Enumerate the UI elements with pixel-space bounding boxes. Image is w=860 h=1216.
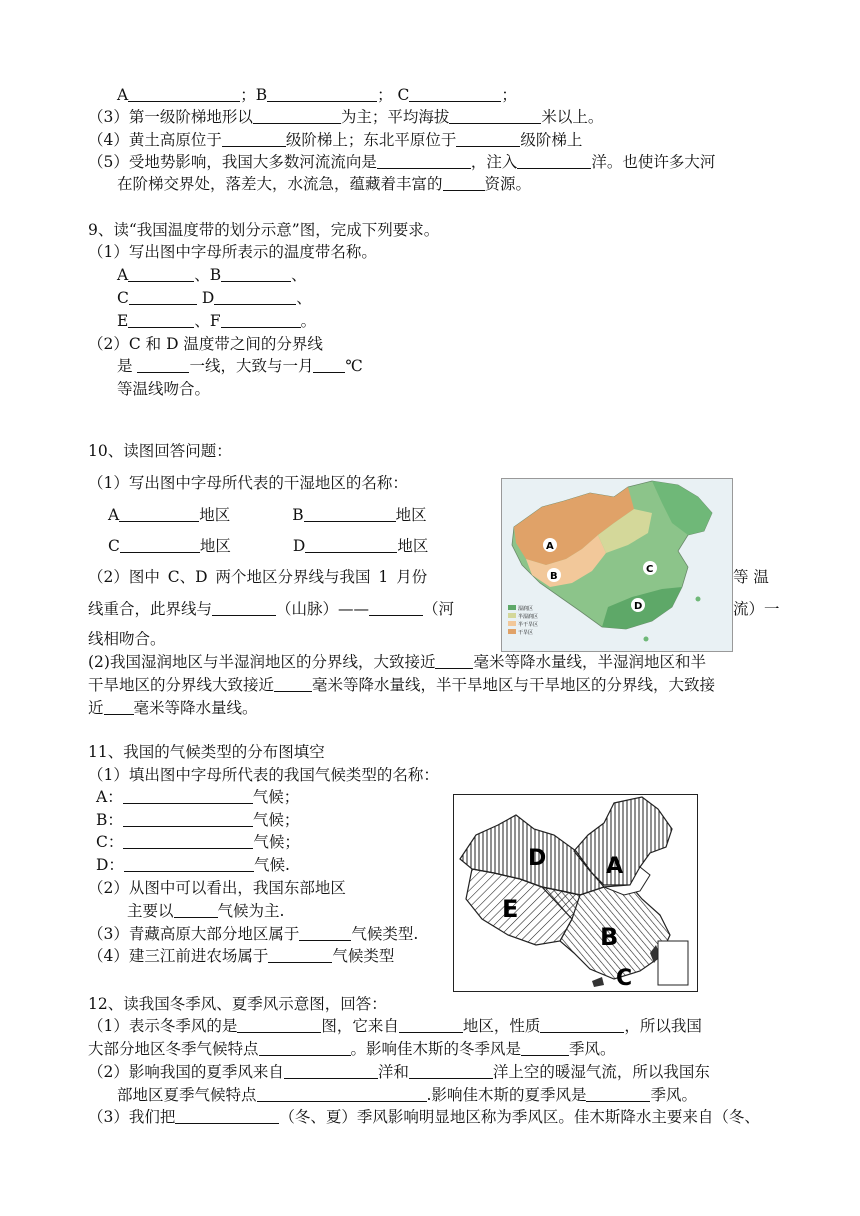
legend-item: 半湿润区 — [518, 614, 539, 620]
blank-b[interactable] — [267, 86, 377, 102]
blank-jiamusi-winter[interactable] — [521, 1040, 569, 1056]
q12-sub3: （3）我们把 （冬、夏）季风影响明显地区称为季风区。佳木斯降水主要来自（冬、 — [88, 1108, 760, 1126]
blank-farm-climate[interactable] — [268, 947, 332, 963]
q8-sub3: （3）第一级阶梯地形以 为主；平均海拔 米以上。 — [88, 108, 604, 126]
q8-abc-line: A ；B ； C ； — [117, 86, 517, 104]
q10-sub3-line3: 近 毫米等降水量线。 — [88, 699, 258, 717]
q10-sub3-line2: 干旱地区的分界线大致接近 毫米等降水量线，半干旱地区与干旱地区的分界线，大致接 — [88, 676, 716, 694]
q12-title: 12、读我国冬季风、夏季风示意图，回答： — [88, 995, 387, 1013]
blank-c[interactable] — [120, 537, 200, 553]
blank-a[interactable] — [119, 506, 199, 522]
blank-temp[interactable] — [313, 357, 345, 373]
blank-east-climate[interactable] — [174, 902, 218, 918]
blank-a[interactable] — [128, 86, 240, 102]
q11-title: 11、我国的气候类型的分布图填空 — [88, 743, 325, 761]
blank-d[interactable] — [305, 537, 397, 553]
blank-b[interactable] — [123, 811, 253, 827]
region-label-e: E — [502, 895, 519, 923]
blank-winter-source[interactable] — [399, 1017, 463, 1033]
blank-a[interactable] — [123, 788, 253, 804]
blank-loess-step[interactable] — [222, 131, 286, 147]
blank-a[interactable] — [128, 266, 194, 282]
blank-e[interactable] — [128, 312, 194, 328]
region-label-d: D — [634, 601, 643, 612]
q12-sub1-line2: 大部分地区冬季气候特点 。影响佳木斯的冬季风是 季风。 — [88, 1040, 616, 1058]
blank-winter-nature[interactable] — [540, 1017, 624, 1033]
blank-b[interactable] — [221, 266, 291, 282]
q10-sub2-line2-right: 流）一 — [733, 600, 780, 618]
blank-mm-2[interactable] — [274, 676, 312, 692]
q10-sub3: (2)我国湿润地区与半湿润地区的分界线，大致接近 毫米等降水量线，半湿润地区和半 — [88, 653, 706, 671]
blank-monsoon-season[interactable] — [175, 1108, 279, 1124]
blank-resource[interactable] — [443, 175, 485, 191]
region-label-d: D — [528, 846, 547, 871]
blank-c[interactable] — [409, 86, 501, 102]
blank-d[interactable] — [124, 856, 254, 872]
q11-row-b: B： 气候； — [96, 811, 300, 829]
q8-sub5: （5）受地势影响，我国大多数河流流向是 ，注入 洋。也使许多大河 — [88, 153, 716, 171]
q11-row-c: C： 气候； — [96, 833, 300, 851]
region-label-b: B — [600, 923, 619, 951]
climate-types-map — [453, 794, 698, 992]
region-label-c: C — [646, 564, 654, 575]
q11-sub2-line2: 主要以 气候为主. — [127, 902, 285, 920]
q9-sub1: （1）写出图中字母所表示的温度带名称。 — [88, 243, 377, 261]
region-label-b: B — [550, 571, 558, 582]
blank-boundary[interactable] — [137, 357, 189, 373]
q8-sub4: （4）黄土高原位于 级阶梯上；东北平原位于 级阶梯上 — [88, 131, 583, 149]
region-label-a: A — [546, 541, 554, 552]
q11-sub2: （2）从图中可以看出，我国东部地区 — [88, 879, 346, 897]
blank-mm-1[interactable] — [435, 653, 473, 669]
q9-row-ef: E 、F 。 — [117, 312, 317, 330]
dry-wet-regions-map — [501, 478, 733, 652]
q10-sub2: （2）图中 C、D 两个地区分界线与我国 1 月份 — [88, 568, 428, 586]
q11-sub4: （4）建三江前进农场属于 气候类型 — [88, 947, 395, 965]
legend-item: 干旱区 — [518, 630, 534, 636]
q8-sub5-line2: 在阶梯交界处，落差大，水流急，蕴藏着丰富的 资源。 — [117, 175, 532, 193]
legend-item: 湿润区 — [518, 606, 534, 612]
blank-b[interactable] — [304, 506, 396, 522]
q9-sub2-line2: 是 一线，大致与一月 ℃ — [117, 357, 363, 375]
q12-sub2-line2: 部地区夏季气候特点 .影响佳木斯的夏季风是 季风。 — [117, 1086, 697, 1104]
q12-sub1: （1）表示冬季风的是 图，它来自 地区，性质 ，所以我国 — [88, 1017, 702, 1035]
blank-ocean[interactable] — [517, 153, 591, 169]
blank-tibet-climate[interactable] — [299, 925, 351, 941]
blank-flow-dir[interactable] — [377, 153, 471, 169]
blank-winter-fig[interactable] — [237, 1017, 321, 1033]
blank-c[interactable] — [123, 833, 253, 849]
q10-sub2-line3: 线相吻合。 — [88, 630, 166, 648]
q10-row-ab: A 地区 B 地区 — [108, 506, 427, 524]
q9-sub2-line3: 等温线吻合。 — [117, 380, 211, 398]
blank-summer-trait[interactable] — [257, 1086, 427, 1102]
q9-row-ab: A 、B 、 — [117, 266, 307, 284]
blank-river[interactable] — [369, 600, 423, 616]
blank-mountain[interactable] — [212, 600, 276, 616]
q10-row-cd: C 地区 D 地区 — [108, 537, 429, 555]
q11-row-d: D： 气候. — [96, 856, 290, 874]
q11-sub3: （3）青藏高原大部分地区属于 气候类型. — [88, 925, 419, 943]
blank-ocean-1[interactable] — [284, 1063, 378, 1079]
blank-terrain[interactable] — [253, 108, 341, 124]
region-label-a: A — [606, 854, 624, 879]
q10-sub2-line2: 线重合，此界线与 （山脉）—— （河 — [88, 600, 455, 618]
blank-f[interactable] — [221, 312, 301, 328]
region-label-c: C — [616, 966, 633, 991]
legend-item: 半干旱区 — [518, 622, 539, 628]
blank-d[interactable] — [214, 289, 296, 305]
q10-sub2-right: 等 温 — [733, 568, 769, 586]
q9-sub2: （2）C 和 D 温度带之间的分界线 — [88, 335, 323, 353]
blank-ne-plain-step[interactable] — [456, 131, 520, 147]
blank-ocean-2[interactable] — [409, 1063, 493, 1079]
blank-jiamusi-summer[interactable] — [586, 1086, 650, 1102]
q9-title: 9、读“我国温度带的划分示意”图，完成下列要求。 — [88, 221, 440, 239]
blank-mm-3[interactable] — [104, 699, 134, 715]
blank-altitude[interactable] — [449, 108, 541, 124]
q9-row-cd: C D 、 — [117, 289, 312, 307]
blank-c[interactable] — [129, 289, 197, 305]
q11-row-a: A： 气候； — [96, 788, 300, 806]
q11-sub1: （1）填出图中字母所代表的我国气候类型的名称： — [88, 766, 439, 784]
blank-winter-trait[interactable] — [259, 1040, 351, 1056]
q10-title: 10、读图回答问题： — [88, 442, 232, 460]
q12-sub2: （2）影响我国的夏季风来自 洋和 洋上空的暖湿气流，所以我国东 — [88, 1063, 710, 1081]
q10-sub1: （1）写出图中字母所代表的干湿地区的名称： — [88, 474, 408, 492]
